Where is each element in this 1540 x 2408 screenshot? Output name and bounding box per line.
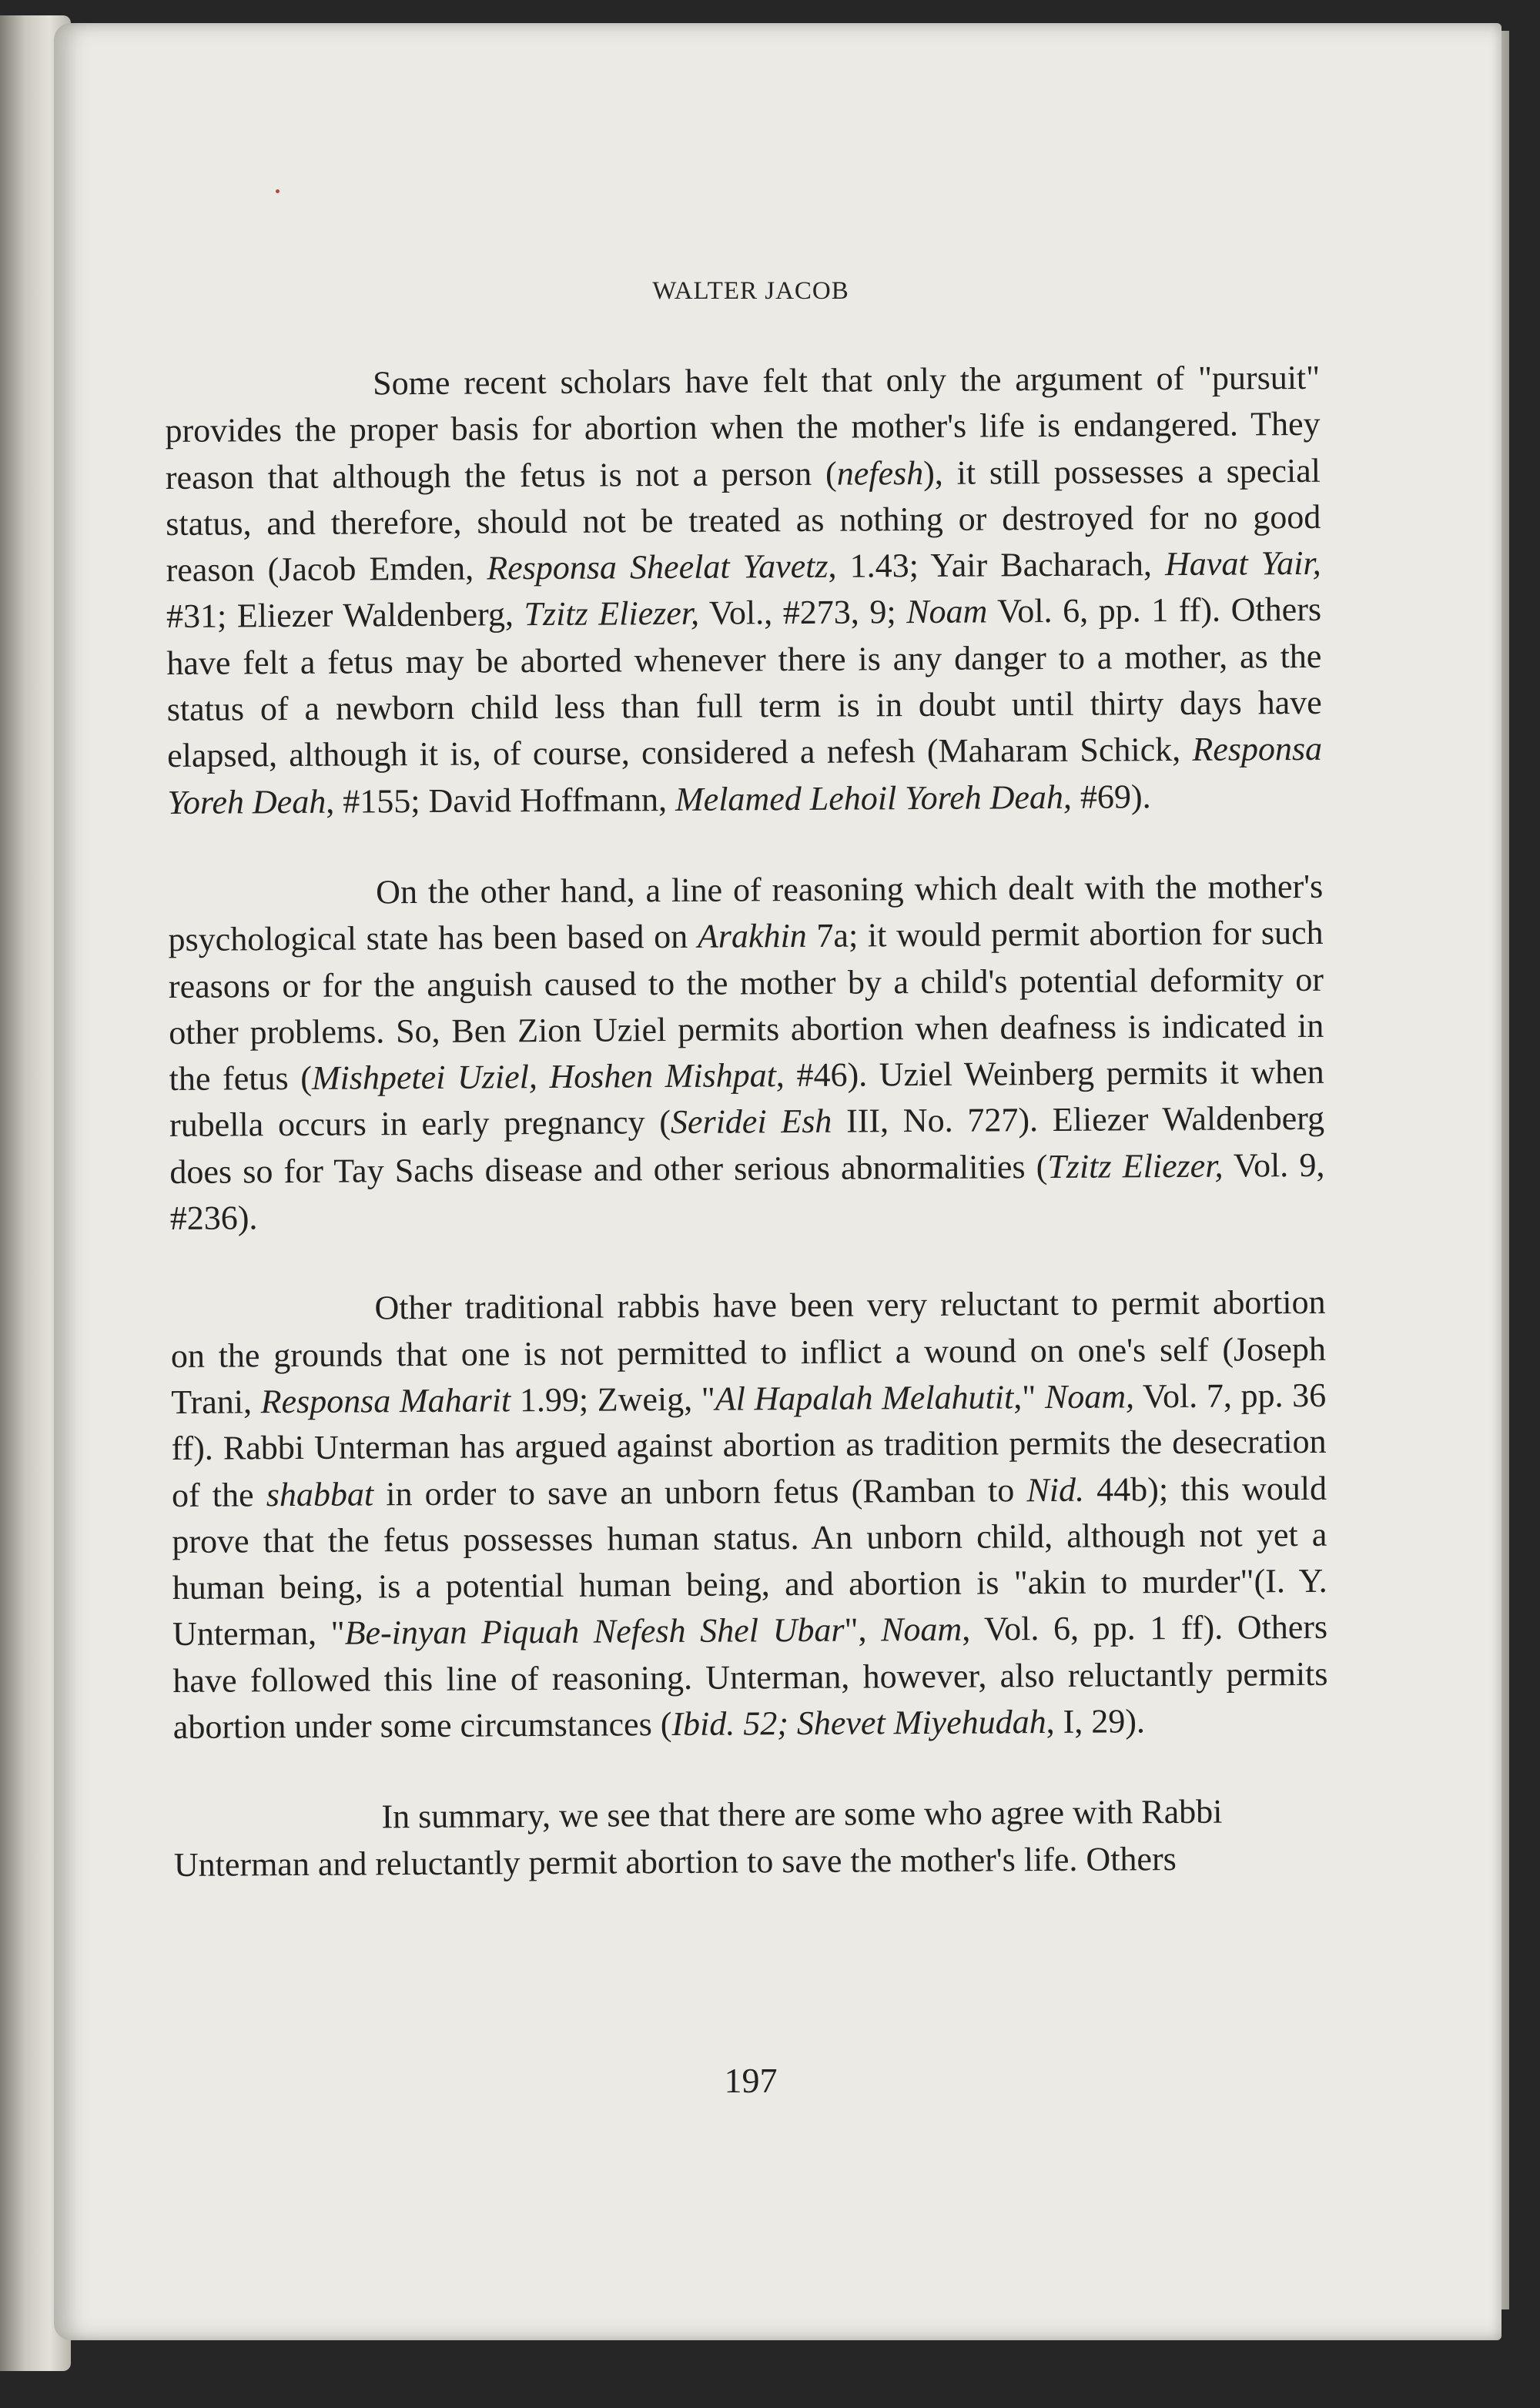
citation-italic: Be-inyan Piquah Nefesh Shel Ubar [344, 1611, 845, 1653]
citation-italic: Noam, [1044, 1377, 1135, 1416]
text-run: III, No. 727). Eliezer Waldenberg does so for Tay Sachs disease and other serious abnormalities ( [169, 1099, 1325, 1191]
ink-speck [276, 189, 280, 193]
citation-italic: Responsa Sheelat Yavetz [487, 547, 829, 587]
text-run: #69). [1071, 777, 1151, 816]
citation-italic: Al Hapalah Melahutit [715, 1378, 1014, 1418]
citation-italic: nefesh [836, 453, 924, 493]
text-run: , I, 29). [1046, 1702, 1146, 1741]
text-run: 7a; it would permit abortion for such reasons or for the anguish caused to the mother by a child's potential deformity or other problems. So, Ben Zion Uziel permits abortion when deafness is indicated in the fetus ( [168, 914, 1324, 1099]
paragraph-2 [168, 864, 1325, 1242]
text-run: #31; Eliezer Waldenberg, [166, 595, 524, 636]
text-run: Some recent scholars have felt that only the argument of "pursuit" provides the proper basis for abortion when the mother's life is endangered. They reason that although the fetus is not a person ( [165, 358, 1321, 497]
citation-italic: Responsa Maharit [260, 1381, 511, 1421]
citation-italic: Responsa Yoreh Deah [167, 730, 1323, 821]
text-run: , 1.43; Yair Bacharach, [828, 545, 1166, 585]
text-run: , #155; David Hoffmann, [326, 780, 676, 821]
text-run: ", [844, 1610, 882, 1650]
citation-italic: Melamed Lehoil Yoreh Deah, [675, 778, 1073, 818]
citation-italic: Nid. [1026, 1470, 1085, 1509]
paragraph-1 [165, 355, 1323, 826]
text-run: Other traditional rabbis have been very reluctant to permit abortion on the grounds that one is not permitted to inflict a wound on one's self (Joseph Trani, [170, 1283, 1327, 1421]
text-run: On the other hand, a line of reasoning which dealt with the mother's psychological state has been based on [168, 867, 1324, 959]
text-run: in order to save an unborn fetus (Ramban to [373, 1470, 1027, 1513]
citation-italic: Mishpetei Uziel, Hoshen Mishpat [311, 1056, 776, 1098]
citation-italic: Havat Yair, [1164, 544, 1321, 584]
text-run: Vol. 6, pp. 1 ff). Others have felt a fetus may be aborted whenever there is any danger to a mother, as the status of a newborn child less than full term is in doubt until thirty days have elapsed, although it is, of course, considered a nefesh (Maharam Schick, [166, 590, 1322, 775]
text-run: ," [1013, 1377, 1046, 1416]
citation-italic: Ibid. 52; Shevet Miyehudah [671, 1703, 1046, 1744]
text-run: 44b); this would prove that the fetus possesses human status. An unborn child, although not yet a human being, is a potential human being, and abortion is "akin to murder"(I. Y. Unterman, " [172, 1469, 1327, 1654]
citation-italic: shabbat [266, 1474, 374, 1513]
page-number: 197 [724, 2061, 778, 2100]
text-run: Vol., #273, 9; [698, 593, 907, 633]
paragraph-4 [173, 1788, 1329, 1888]
citation-italic: Noam [880, 1610, 962, 1649]
text-run: , #46). Uziel Weinberg permits it when rubella occurs in early pregnancy ( [169, 1052, 1324, 1145]
citation-italic: Noam [906, 592, 988, 631]
running-header: WALTER JACOB [652, 277, 849, 305]
citation-italic: Arakhin [697, 917, 807, 956]
paragraph-3 [170, 1279, 1328, 1751]
text-run: Vol. 7, pp. 36 ff). Rabbi Unterman has argued against abortion as tradition permits the desecration of the [171, 1376, 1327, 1514]
text-run: In summary, we see that there are some who agree with Rabbi Unterman and reluctantly permit abortion to save the mother's life. Others [173, 1792, 1223, 1884]
text-run: Vol. 9, #236). [169, 1145, 1325, 1238]
text-run: 1.99; Zweig, " [511, 1380, 715, 1420]
body-text [165, 355, 1329, 1933]
citation-italic: Seridei Esh [670, 1102, 832, 1142]
citation-italic: Tzitz Eliezer, [524, 594, 700, 634]
citation-italic: Tzitz Eliezer, [1047, 1146, 1224, 1186]
text-run: , Vol. 6, pp. 1 ff). Others have followed this line of reasoning. Unterman, however, also reluctantly permits abortion under some circumstances ( [172, 1608, 1328, 1746]
text-run: ), it still possesses a special status, and therefore, should not be treated as nothing or destroyed for no good reason (Jacob Emden, [166, 451, 1321, 590]
